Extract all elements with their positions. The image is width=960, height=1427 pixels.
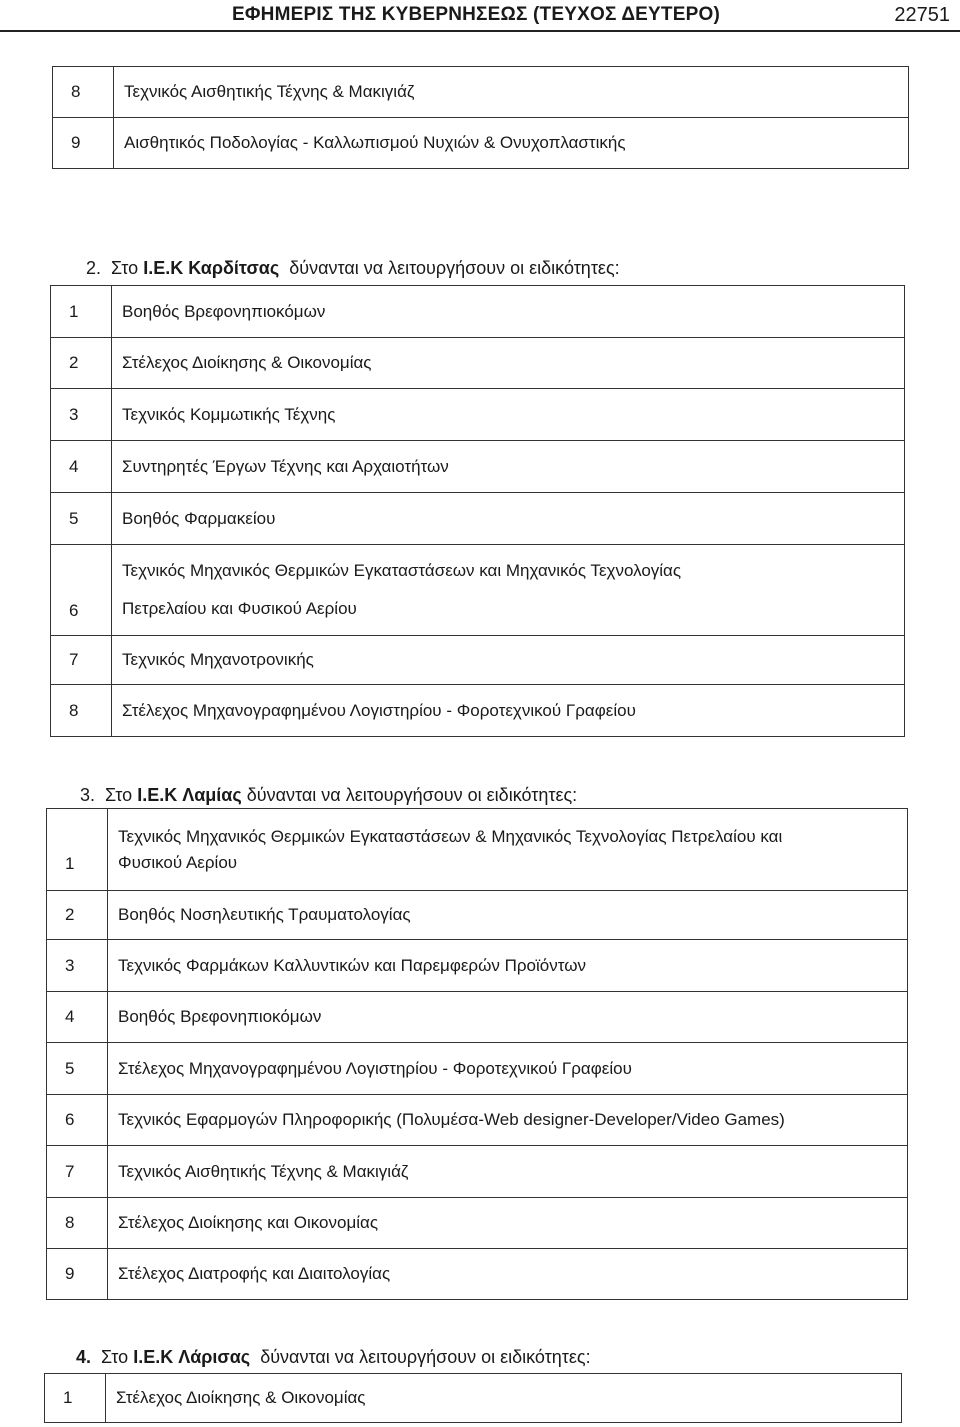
- specialty-name: [108, 809, 908, 891]
- row-number: 7: [51, 636, 112, 685]
- specialties-table-lamia: [46, 808, 908, 1300]
- table-row: [47, 1198, 908, 1249]
- institute-name: Ι.Ε.Κ: [133, 1347, 174, 1367]
- row-number: 9: [53, 118, 114, 169]
- table-row: [51, 545, 905, 636]
- row-number: 1: [45, 1374, 106, 1423]
- row-number: 3: [47, 940, 108, 992]
- specialty-name: Στέλεχος Διατροφής και Διαιτολογίας: [108, 1249, 908, 1300]
- row-number: 7: [47, 1146, 108, 1198]
- city-name: Λαμίας: [182, 785, 242, 805]
- institute-name: Ι.Ε.Κ: [143, 258, 184, 278]
- specialty-name: Τεχνικός Αισθητικής Τέχνης & Μακιγιάζ: [108, 1146, 908, 1198]
- specialty-name: Βοηθός Βρεφονηπιοκόμων: [108, 992, 908, 1043]
- specialty-name: Αισθητικός Ποδολογίας - Καλλωπισμού Νυχιών & Ονυχοπλαστικής: [114, 118, 909, 169]
- row-number: 6: [51, 545, 112, 636]
- specialty-name: Βοηθός Βρεφονηπιοκόμων: [112, 286, 905, 338]
- row-number: 3: [51, 389, 112, 441]
- specialty-name: Στέλεχος Μηχανογραφημένου Λογιστηρίου - Φοροτεχνικού Γραφείου: [108, 1043, 908, 1095]
- row-number: 4: [47, 992, 108, 1043]
- table-row: [51, 441, 905, 493]
- row-number: 4: [51, 441, 112, 493]
- specialty-name: Τεχνικός Κομμωτικής Τέχνης: [112, 389, 905, 441]
- specialty-name: [112, 545, 905, 636]
- row-number: 9: [47, 1249, 108, 1300]
- row-number: 8: [53, 67, 114, 118]
- specialties-table-continued: [52, 66, 909, 169]
- section-heading-lamia: 3. Στο Ι.Ε.Κ Λαμίας δύνανται να λειτουργήσουν οι ειδικότητες:: [80, 785, 578, 805]
- table-row: [47, 1249, 908, 1300]
- row-number: 5: [51, 493, 112, 545]
- row-number: 5: [47, 1043, 108, 1095]
- table-row: [47, 809, 908, 891]
- table-row: [47, 1095, 908, 1146]
- specialty-name-line2: Πετρελαίου και Φυσικού Αερίου: [122, 599, 357, 618]
- specialty-name: Συντηρητές Έργων Τέχνης και Αρχαιοτήτων: [112, 441, 905, 493]
- table-row: [51, 685, 905, 737]
- table-row: [51, 389, 905, 441]
- table-row: [51, 338, 905, 389]
- table-row: [51, 636, 905, 685]
- row-number: 1: [47, 809, 108, 891]
- table-row: [47, 992, 908, 1043]
- table-row: [51, 286, 905, 338]
- row-number: 1: [51, 286, 112, 338]
- row-number: 8: [51, 685, 112, 737]
- table-row: [45, 1374, 902, 1423]
- specialty-name: Στέλεχος Μηχανογραφημένου Λογιστηρίου - Φοροτεχνικού Γραφείου: [112, 685, 905, 737]
- row-number: 2: [51, 338, 112, 389]
- section-heading-karditsa: 2. Στο Ι.Ε.Κ Καρδίτσας δύνανται να λειτουργήσουν οι ειδικότητες:: [86, 258, 620, 278]
- gazette-title: ΕΦΗΜΕΡΙΣ ΤΗΣ ΚΥΒΕΡΝΗΣΕΩΣ (ΤΕΥΧΟΣ ΔΕΥΤΕΡΟ): [232, 4, 720, 25]
- table-row: [47, 1043, 908, 1095]
- row-number: 8: [47, 1198, 108, 1249]
- specialty-name: Βοηθός Φαρμακείου: [112, 493, 905, 545]
- row-number: 2: [47, 891, 108, 940]
- page-number: 22751: [894, 4, 950, 26]
- table-row: [51, 493, 905, 545]
- specialty-name: Τεχνικός Φαρμάκων Καλλυντικών και Παρεμφερών Προϊόντων: [108, 940, 908, 992]
- specialty-name-line2: Φυσικού Αερίου: [118, 852, 238, 872]
- specialties-table-karditsa: [50, 285, 905, 737]
- table-row: [47, 891, 908, 940]
- city-name: Καρδίτσας: [188, 258, 280, 278]
- specialty-name: Στέλεχος Διοίκησης και Οικονομίας: [108, 1198, 908, 1249]
- table-row: [53, 118, 909, 169]
- specialty-name: Στέλεχος Διοίκησης & Οικονομίας: [112, 338, 905, 389]
- specialties-table-larisa: [44, 1373, 902, 1423]
- section-heading-larisa: 4. Στο Ι.Ε.Κ Λάρισας δύνανται να λειτουργήσουν οι ειδικότητες:: [76, 1347, 591, 1367]
- table-row: [47, 1146, 908, 1198]
- row-number: 6: [47, 1095, 108, 1146]
- institute-name: Ι.Ε.Κ: [137, 785, 178, 805]
- page-header: [0, 0, 960, 32]
- specialty-name: Τεχνικός Μηχανοτρονικής: [112, 636, 905, 685]
- specialty-name: Στέλεχος Διοίκησης & Οικονομίας: [106, 1374, 902, 1423]
- specialty-name: Τεχνικός Αισθητικής Τέχνης & Μακιγιάζ: [114, 67, 909, 118]
- specialty-name: Βοηθός Νοσηλευτικής Τραυματολογίας: [108, 891, 908, 940]
- specialty-name-line1: Τεχνικός Μηχανικός Θερμικών Εγκαταστάσεων & Μηχανικός Τεχνολογίας Πετρελαίου και: [118, 826, 783, 846]
- table-row: [53, 67, 909, 118]
- specialty-name-line1: Τεχνικός Μηχανικός Θερμικών Εγκαταστάσεων και Μηχανικός Τεχνολογίας: [122, 561, 682, 580]
- table-row: [47, 940, 908, 992]
- specialty-name: Τεχνικός Εφαρμογών Πληροφορικής (Πολυμέσα-Web designer-Developer/Video Games): [108, 1095, 908, 1146]
- city-name: Λάρισας: [178, 1347, 251, 1367]
